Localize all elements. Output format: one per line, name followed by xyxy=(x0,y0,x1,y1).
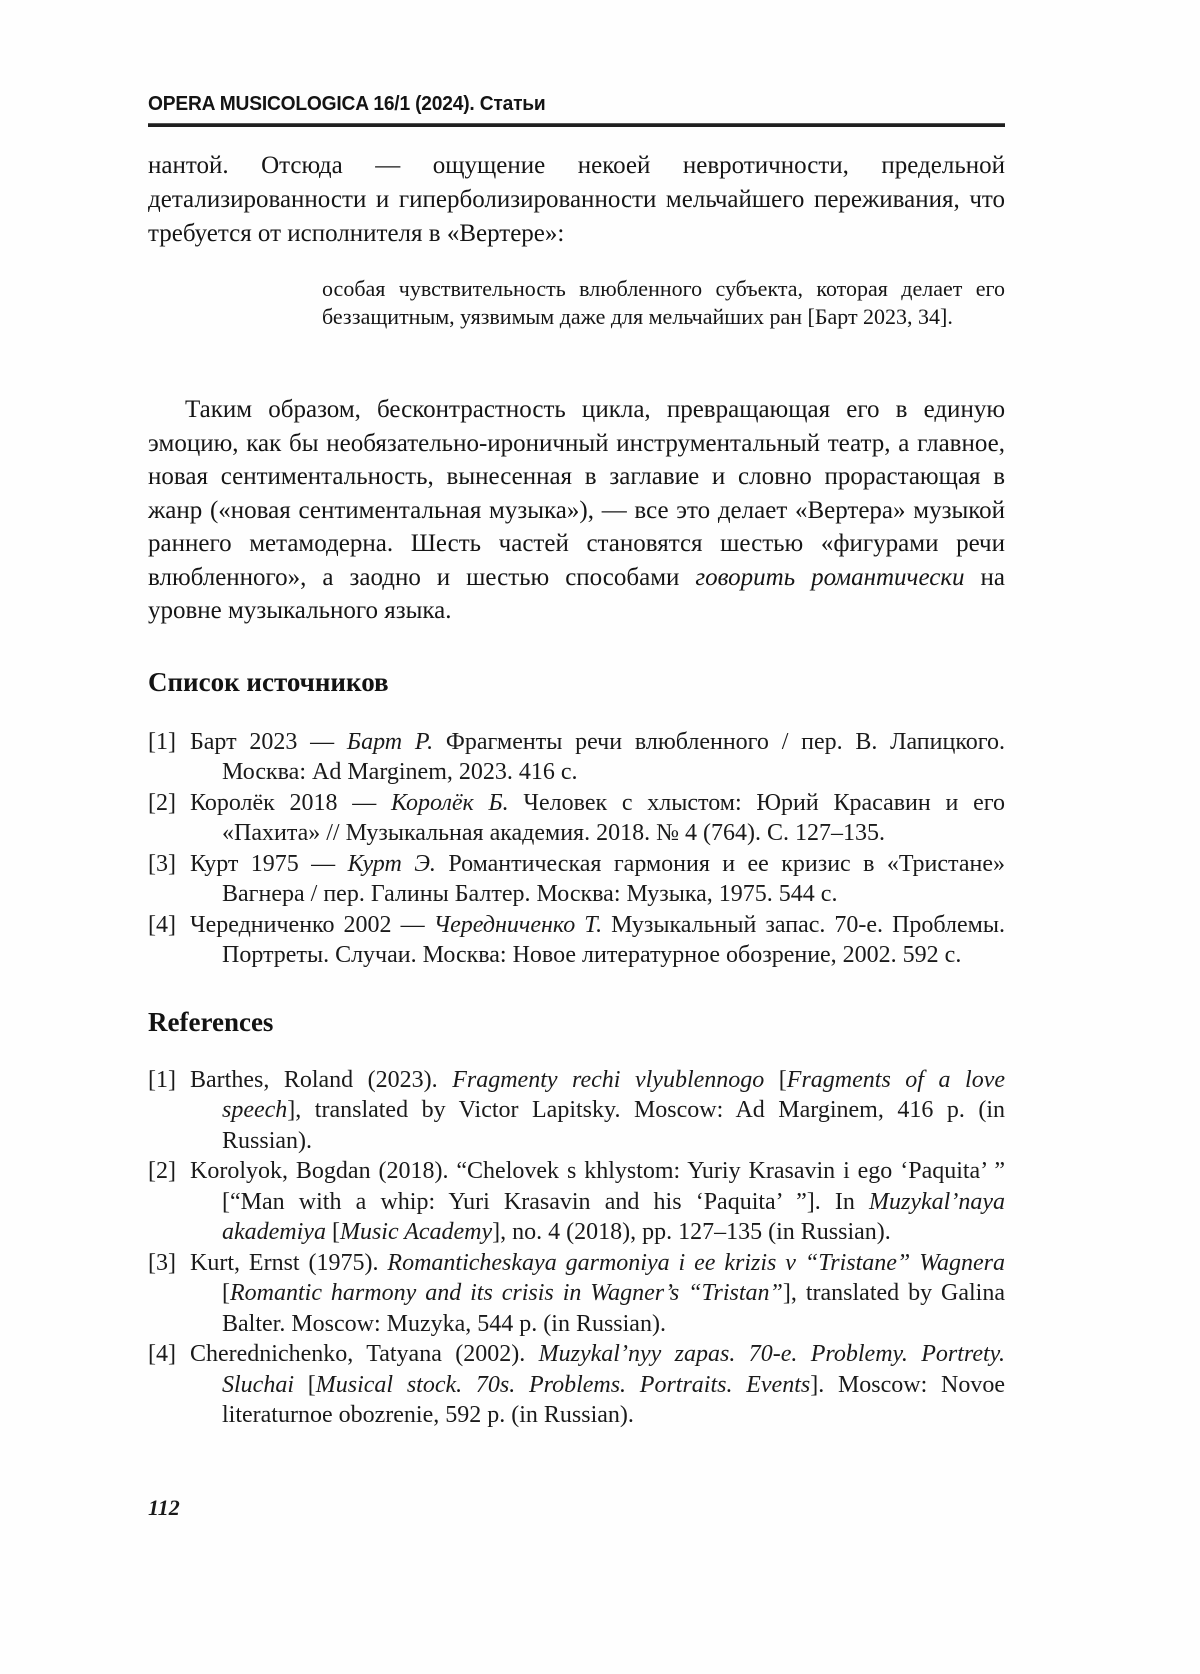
paragraph-continuation: нантой. Отсюда — ощущение некоей невротичности, предельной детализированности и гиперболизированности мельчайшего переживания, что требуется от исполнителя в «Вертере»: xyxy=(148,152,1005,247)
sources-list xyxy=(148,727,1005,971)
source-entry-text: Барт 2023 — Барт Р. Фрагменты речи влюбленного / пер. В. Лапицкого. Москва: Ad Marginem, 2023. 416 с. xyxy=(190,728,1006,785)
reference-entry-text: Barthes, Roland (2023). Fragmenty rechi vlyublennogo [Fragments of a love speech], translated by Victor Lapitsky. Moscow: Ad Marginem, 416 p. (in Russian). xyxy=(190,1066,1005,1154)
source-entry xyxy=(148,849,1005,910)
source-entry-text: Чередниченко 2002 — Чередниченко Т. Музыкальный запас. 70-е. Проблемы. Портреты. Случаи. Москва: Новое литературное обозрение, 2002. 592 с. xyxy=(190,911,1005,968)
page-number: 112 xyxy=(148,1495,180,1520)
blockquote-citation: особая чувствительность влюбленного субъекта, которая делает его беззащитным, уязвимым даже для мельчайших ран [Барт 2023, 34]. xyxy=(322,276,1005,329)
reference-entry xyxy=(148,1248,1005,1340)
reference-entry-text: Kurt, Ernst (1975). Romanticheskaya garmoniya i ee krizis v “Tristane” Wagnera [Romantic harmony and its crisis in Wagner’s “Tristan”], translated by Galina Balter. Moscow: Muzyka, 544 p. (in Russian). xyxy=(190,1249,1005,1337)
running-header xyxy=(148,93,1005,127)
references-heading: References xyxy=(148,1006,274,1037)
source-entry xyxy=(148,910,1005,971)
reference-entry-text: Cherednichenko, Tatyana (2002). Muzykal’nyy zapas. 70-e. Problemy. Portrety. Sluchai [Musical stock. 70s. Problems. Portraits. Events]. Moscow: Novoe literaturnoe obozrenie, 592 p. (in Russian). xyxy=(190,1341,1006,1428)
source-entry-number: [3] xyxy=(148,850,176,877)
references-list xyxy=(148,1065,1005,1431)
reference-entry-number: [2] xyxy=(148,1158,176,1184)
source-entry-number: [4] xyxy=(148,911,176,938)
reference-entry-number: [3] xyxy=(148,1249,176,1276)
reference-entry-number: [4] xyxy=(148,1341,176,1367)
header-rule xyxy=(148,123,1005,127)
source-entry-text: Королёк 2018 — Королёк Б. Человек с хлыстом: Юрий Красавин и его «Пахита» // Музыкальная академия. 2018. № 4 (764). С. 127–135. xyxy=(190,789,1005,846)
running-header-title: OPERA MUSICOLOGICA 16/1 (2024). Статьи xyxy=(148,93,546,115)
reference-entry xyxy=(148,1065,1005,1157)
reference-entry-number: [1] xyxy=(148,1066,176,1093)
source-entry-number: [1] xyxy=(148,728,176,755)
reference-entry-text: Korolyok, Bogdan (2018). “Chelovek s khlystom: Yuriy Krasavin i ego ‘Paquita’ ” [“Man with a whip: Yuri Krasavin and his ‘Paquita’ ”]. In Muzykal’naya akademiya [Music Academy], no. 4 (2018), pp. 127–135 (in Russian). xyxy=(190,1158,1005,1245)
source-entry xyxy=(148,727,1005,788)
article-body xyxy=(148,149,1005,1431)
reference-entry xyxy=(148,1156,1005,1248)
sources-heading: Список источников xyxy=(148,666,389,697)
source-entry xyxy=(148,788,1005,849)
source-entry-text: Курт 1975 — Курт Э. Романтическая гармония и ее кризис в «Тристане» Вагнера / пер. Галины Балтер. Москва: Музыка, 1975. 544 с. xyxy=(190,850,1005,907)
reference-entry xyxy=(148,1339,1005,1431)
source-entry-number: [2] xyxy=(148,789,176,816)
paragraph-conclusion: Таким образом, бесконтрастность цикла, превращающая его в единую эмоцию, как бы необязательно-ироничный инструментальный театр, а главное, новая сентиментальность, вынесенная в заглавие и словно прорастающая в жанр («новая сентиментальная музыка»), — все это делает «Вертера» музыкой раннего метамодерна. Шесть частей становятся шестью «фигурами речи влюбленного», а заодно и шестью способами говорить романтически на уровне музыкального языка. xyxy=(148,396,1005,624)
